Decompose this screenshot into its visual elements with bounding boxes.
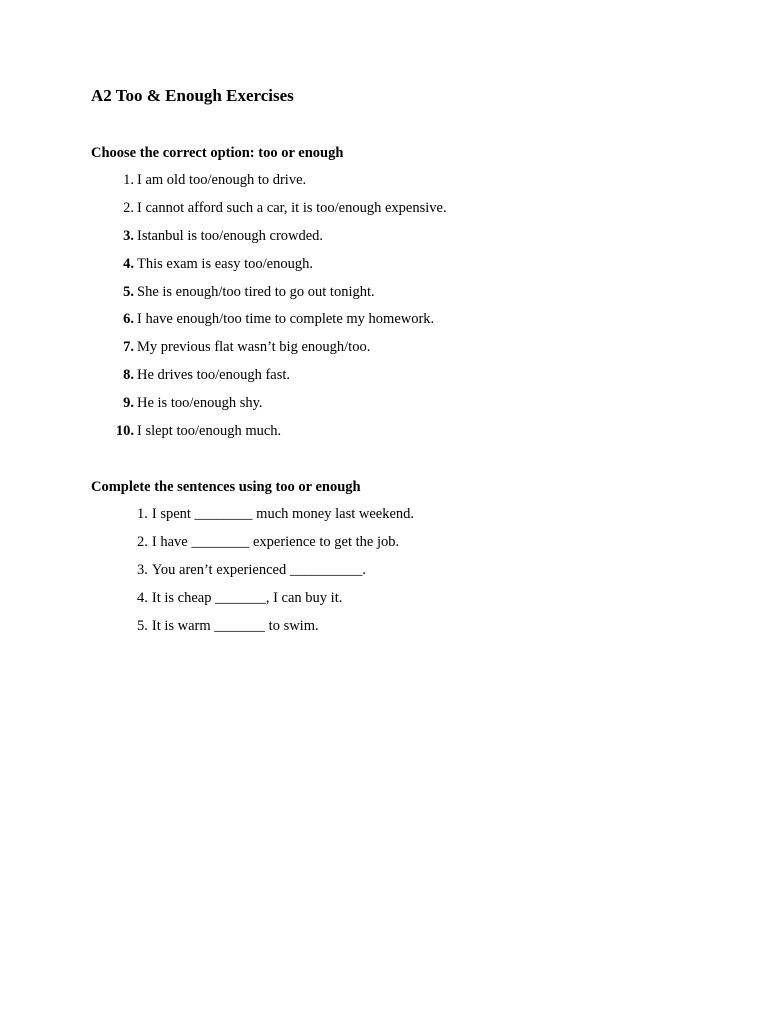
item-text: She is enough/too tired to go out tonight. [137,283,375,300]
item-number: 2. [123,199,134,216]
item-number: 3. [123,227,134,244]
list-item [137,617,414,645]
item-number: 10. [115,423,134,440]
list-item [123,283,447,311]
item-text: It is warm _______ to swim. [151,617,319,634]
list-item [123,255,447,283]
list-item [123,366,447,394]
exercise-2-list [137,505,414,644]
list-item [137,505,414,533]
item-number: 3. [137,561,148,578]
list-item [123,310,447,338]
item-text: It is cheap _______, I can buy it. [151,589,343,606]
item-number: 7. [123,339,134,356]
item-number: 8. [123,367,134,384]
list-item [123,227,447,255]
list-item [137,561,414,589]
item-text: I have ________ experience to get the job. [151,533,400,550]
list-item [123,199,447,227]
list-item [123,338,447,366]
item-text: I spent ________ much money last weekend. [151,506,415,522]
list-item [123,171,447,199]
item-text: This exam is easy too/enough. [137,255,313,272]
item-text: I have enough/too time to complete my homework. [137,311,435,328]
item-number: 9. [123,395,134,412]
item-number: 5. [137,617,148,634]
item-text: I cannot afford such a car, it is too/enough expensive. [137,199,447,216]
item-text: I slept too/enough much. [137,423,282,440]
list-item [115,422,447,450]
item-number: 4. [137,589,148,606]
exercise-1-list [115,171,447,450]
item-text: He is too/enough shy. [137,395,263,412]
item-text: My previous flat wasn’t big enough/too. [137,339,371,356]
item-text: He drives too/enough fast. [137,367,291,384]
section-2-heading: Complete the sentences using too or enough [91,479,361,495]
item-number: 5. [123,283,134,300]
item-number: 1. [137,506,148,522]
list-item [123,394,447,422]
item-number: 2. [137,533,148,550]
item-number: 4. [123,255,134,272]
item-number: 1. [123,172,134,188]
item-text: I am old too/enough to drive. [137,172,307,188]
list-item [137,589,414,617]
item-number: 6. [123,311,134,328]
section-1-heading: Choose the correct option: too or enough [91,145,344,161]
item-text: You aren’t experienced __________. [151,561,366,578]
page-title: A2 Too & Enough Exercises [91,86,294,105]
item-text: Istanbul is too/enough crowded. [137,227,324,244]
list-item [137,533,414,561]
